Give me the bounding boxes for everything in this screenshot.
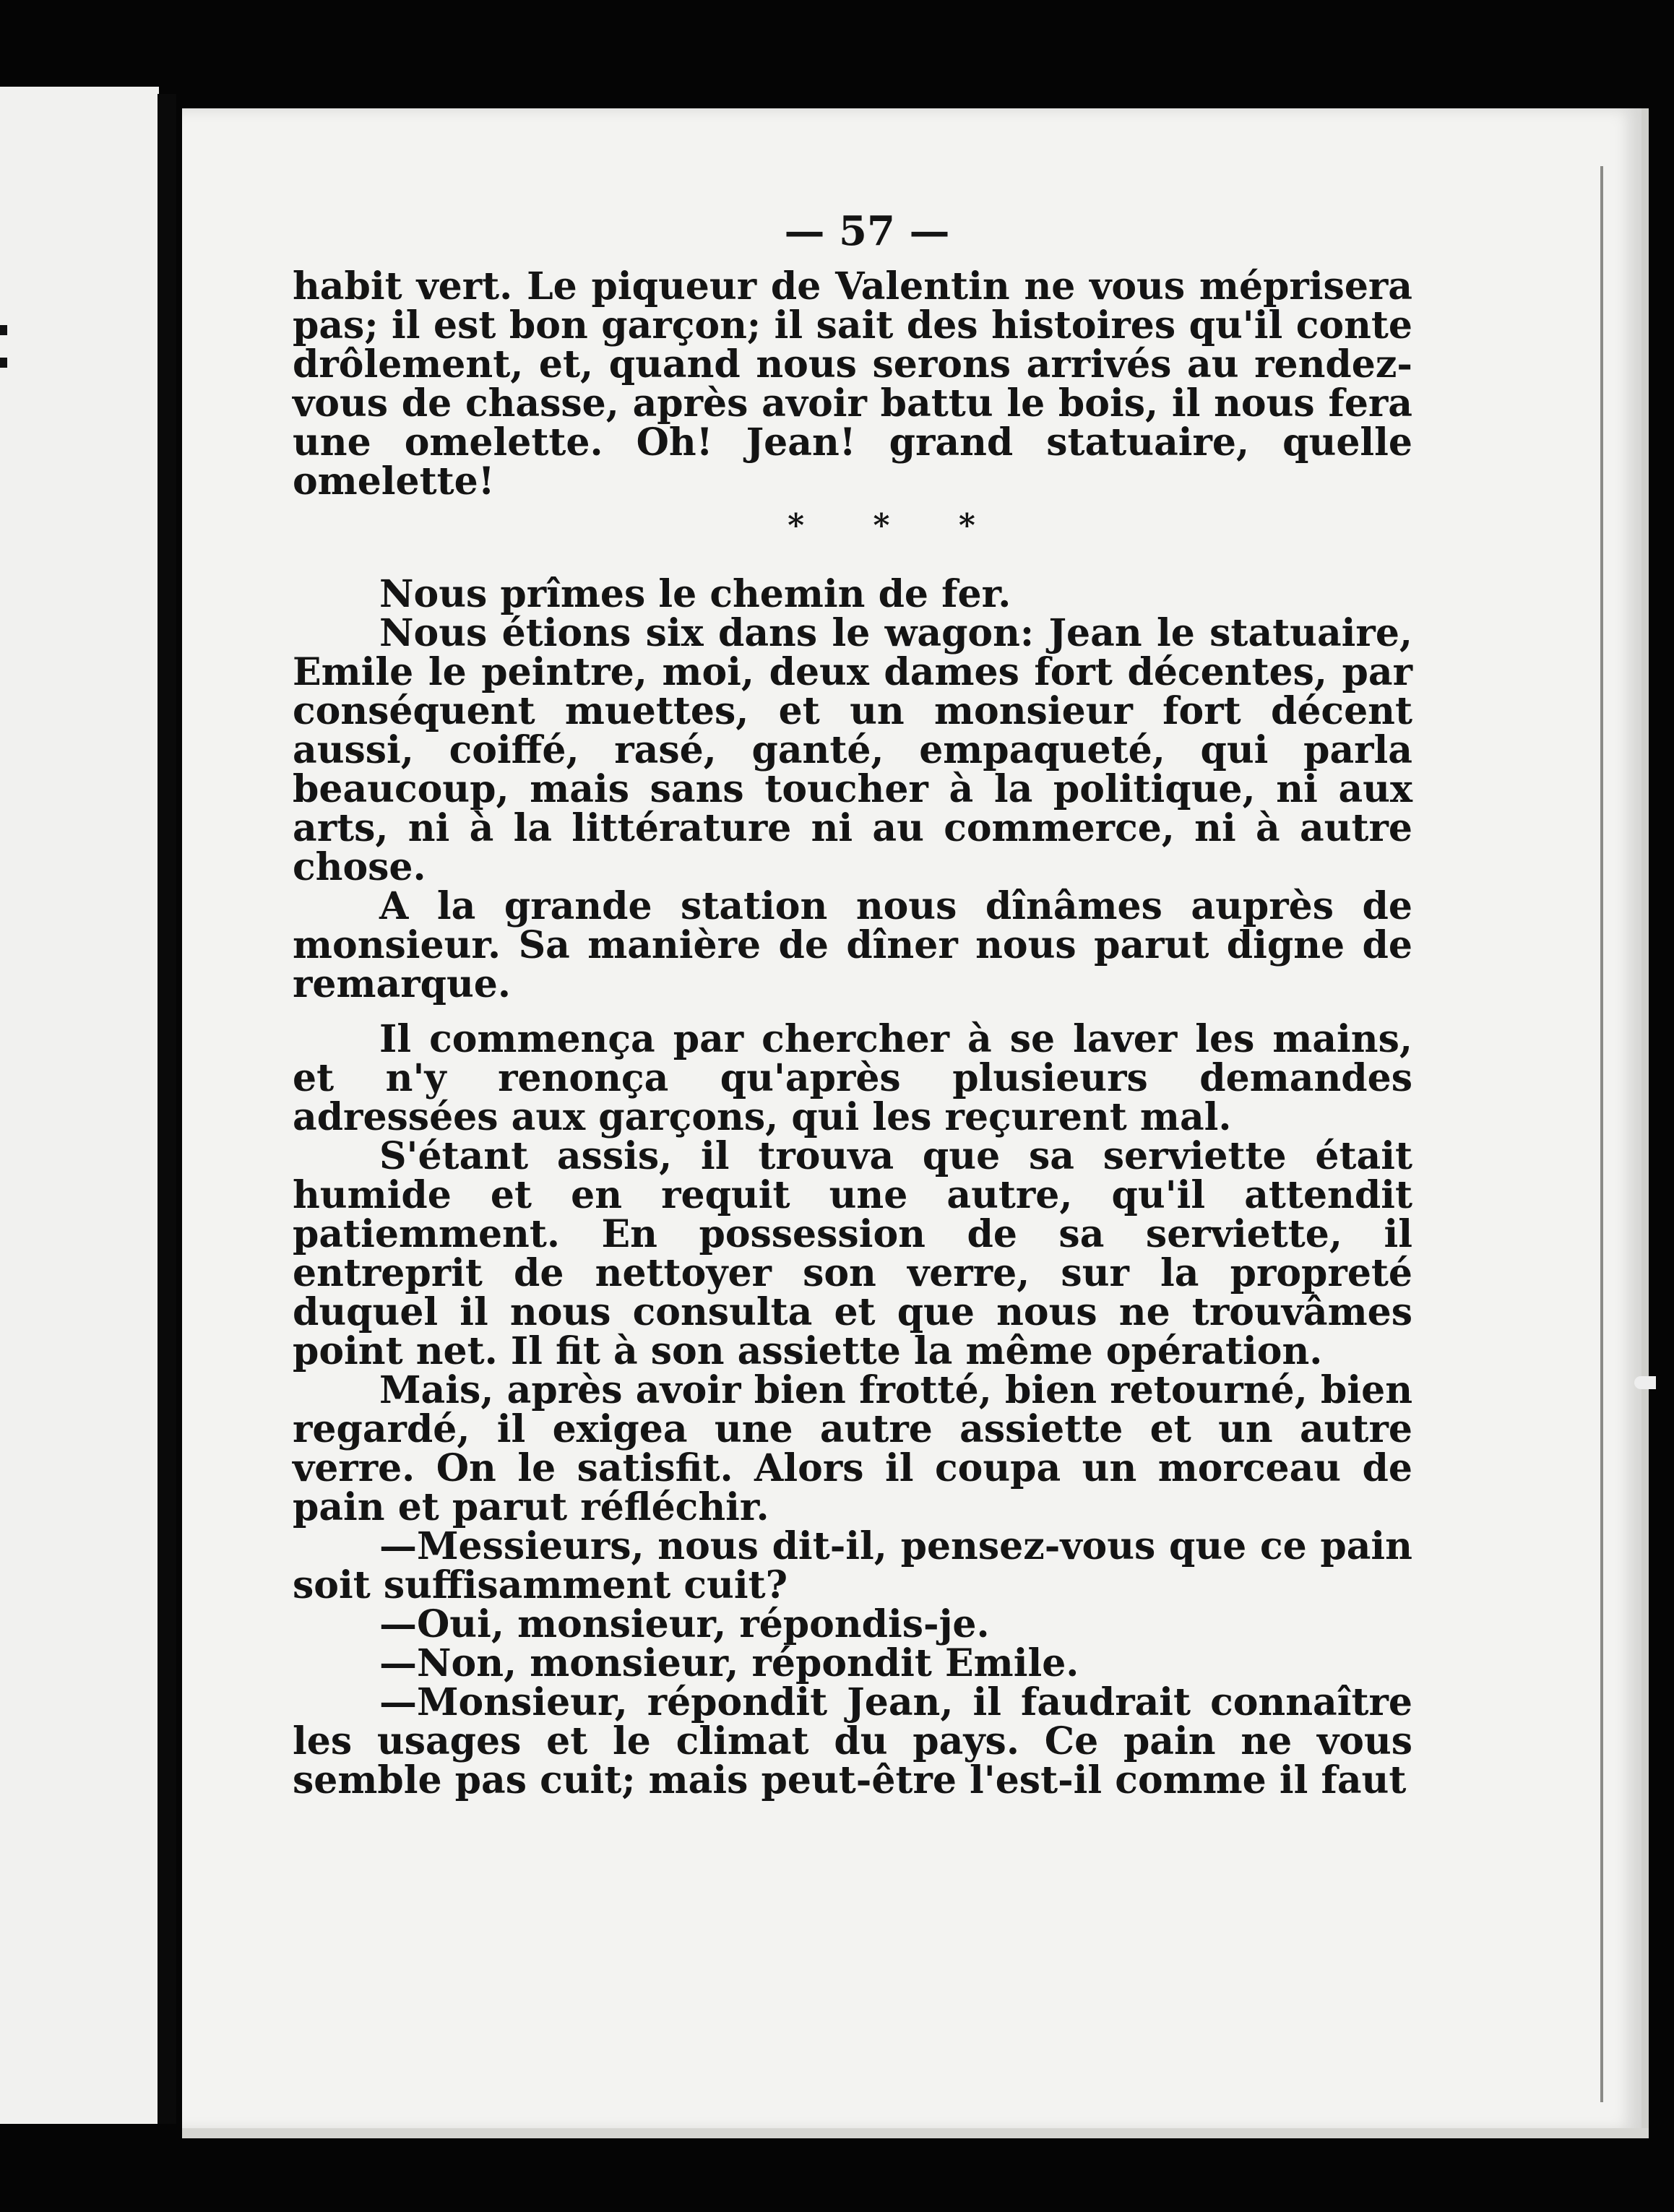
paragraph: A la grande station nous dînâmes auprès de monsieur. Sa manière de dîner nous parut digne de remarque. — [293, 884, 1412, 1006]
facing-page-edge — [0, 87, 159, 2124]
paragraph: Il commença par chercher à se laver les mains, et n'y renonça qu'après plusieurs demandes adressées aux garçons, qui les reçurent mal. — [293, 1017, 1412, 1139]
book-gutter — [158, 94, 176, 2124]
dialogue-line: —Non, monsieur, répondit Emile. — [379, 1641, 1079, 1685]
dialogue-line: —Monsieur, répondit Jean, il faudrait connaître les usages et le climat du pays. Ce pain ne vous semble pas cuit; mais peut-être l'est-il comme il faut — [293, 1680, 1412, 1802]
facing-page-mark — [0, 358, 7, 368]
facing-page-mark — [0, 325, 7, 335]
page-bottom-edge — [182, 2128, 1649, 2138]
page-number: — 57 — — [784, 207, 950, 255]
paragraph: Mais, après avoir bien frotté, bien retourné, bien regardé, il exigea une autre assiette et un autre verre. On le satisfit. Alors il coupa un morceau de pain et parut réfléchir. — [293, 1368, 1412, 1529]
paragraph: habit vert. Le piqueur de Valentin ne vous méprisera pas; il est bon garçon; il sait des histoires qu'il conte drôlement, et, quand nous serons arrivés au rendez-vous de chasse, après avoir battu le bois, il nous fera une omelette. Oh! Jean! grand statuaire, quelle omelette! — [293, 264, 1412, 504]
section-separator: * * * — [788, 507, 1004, 544]
page-text — [293, 209, 1412, 1800]
paragraph: S'étant assis, il trouva que sa serviette était humide et en requit une autre, qu'il attendit patiemment. En possession de sa serviette, il entreprit de nettoyer son verre, sur la propreté duquel il nous consulta et que nous ne trouvâmes point net. Il fit à son assiette la même opération. — [293, 1134, 1412, 1373]
paragraph: Nous prîmes le chemin de fer. — [379, 572, 1011, 616]
page-edge-line — [1600, 166, 1603, 2102]
dialogue-line: —Messieurs, nous dit-il, pensez-vous que ce pain soit suffisamment cuit? — [293, 1524, 1412, 1607]
dialogue-line: —Oui, monsieur, répondis-je. — [379, 1602, 990, 1646]
page-edge-nick — [1634, 1376, 1656, 1389]
paragraph: Nous étions six dans le wagon: Jean le statuaire, Emile le peintre, moi, deux dames fort décentes, par conséquent muettes, et un monsieur fort décent aussi, coiffé, rasé, ganté, empaqueté, qui parla beaucoup, mais sans toucher à la politique, ni aux arts, ni à la littérature ni au commerce, ni à autre chose. — [293, 611, 1412, 889]
